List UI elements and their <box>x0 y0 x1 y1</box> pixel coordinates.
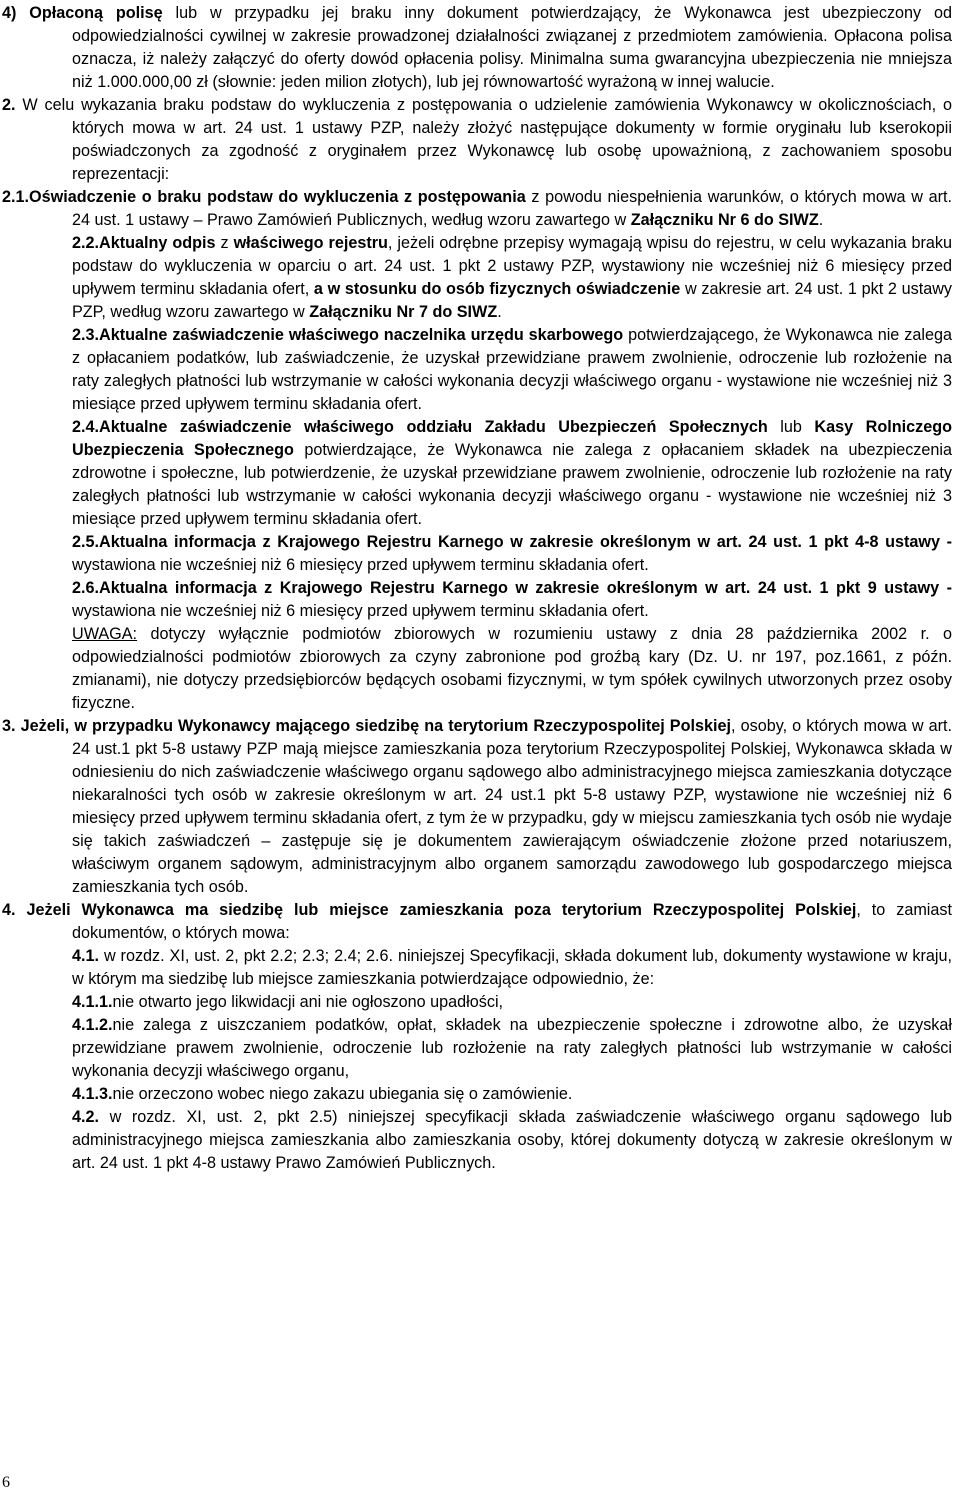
page-number: 6 <box>2 1474 10 1491</box>
number-4-2: 4.2. <box>72 1108 100 1126</box>
number-2-5: 2.5. <box>72 533 100 551</box>
text-4-1-1: nie otwarto jego likwidacji ani nie ogłoszono upadłości, <box>112 993 504 1011</box>
number-2-4: 2.4. <box>72 418 100 436</box>
bold-2-1: Oświadczenie o braku podstaw do wykluczenia z postępowania <box>29 188 526 206</box>
number-3: 3. <box>2 717 16 735</box>
paragraph-4-polisa <box>0 2 952 94</box>
text-4-1: w rozdz. XI, ust. 2, pkt 2.2; 2.3; 2.4; 2.6. niniejszej Specyfikacji, składa dokument lub, dokumenty wystawione w kraju, w którym ma siedzibę lub miejsce zamieszkania potwierdzające odpowiednio, że: <box>72 947 952 988</box>
paragraph-4-1-2 <box>0 1014 952 1083</box>
paragraph-3 <box>0 715 952 899</box>
paragraph-4-1 <box>0 945 952 991</box>
number-2-3: 2.3. <box>72 326 100 344</box>
text-2-2-a: z <box>215 234 234 252</box>
uwaga-text: dotyczy wyłącznie podmiotów zbiorowych w rozumieniu ustawy z dnia 28 października 2002 r. o odpowiedzialności podmiotów zbiorowych za czyny zabronione pod groźbą kary (Dz. U. nr 197, poz.1661, z późn. zmianami), nie dotyczy przedsiębiorców będących osobami fizycznymi, w tym spółek cywilnych utworzonych przez osoby fizyczne. <box>72 625 952 712</box>
number-2: 2. <box>2 96 16 114</box>
bold-3: Jeżeli, w przypadku Wykonawcy mającego siedzibę na terytorium Rzeczypospolitej Polskiej <box>20 717 731 735</box>
text-4-1-2: nie zalega z uiszczaniem podatków, opłat, składek na ubezpieczenie społeczne i zdrowotne albo, że uzyskał przewidziane prawem zwolnienie, odroczenie lub rozłożenie na raty zaległych płatności lub wstrzymanie w całości wykonania decyzji właściwego organu, <box>72 1016 952 1080</box>
paragraph-uwaga <box>0 623 952 715</box>
paragraph-2-4 <box>0 416 952 531</box>
attachment-ref-7: Załączniku Nr 7 do SIWZ <box>309 303 498 321</box>
text-3: , osoby, o których mowa w art. 24 ust.1 pkt 5-8 ustawy PZP mają miejsce zamieszkania poza terytorium Rzeczypospolitej Polskiej, Wykonawca składa w odniesieniu do nich zaświadczenie właściwego organu sądowego albo administracyjnego miejsca zamieszkania dotyczące niekaralności tych osób w zakresie określonym w art. 24 ust.1 pkt 5-8 ustawy PZP, wystawione nie wcześniej niż 6 miesięcy przed upływem terminu składania ofert, z tym że w przypadku, gdy w miejscu zamieszkania tych osób nie wydaje się takich zaświadczeń – zastępuje się je dokumentem zawierającym oświadczenie złożone przed notariuszem, właściwym organem sądowym, administracyjnym albo organem samorządu zawodowego lub gospodarczego miejsca zamieszkania tych osób. <box>72 717 952 896</box>
paragraph-2-1 <box>0 186 952 232</box>
uwaga-label: UWAGA: <box>72 625 138 643</box>
bold-2-6: Aktualna informacja z Krajowego Rejestru Karnego w zakresie określonym w art. 24 ust. 1 pkt 9 ustawy - <box>99 579 952 597</box>
text-2-3: potwierdzającego, że Wykonawca nie zalega z opłacaniem podatków, lub zaświadczenie, że uzyskał przewidziane prawem zwolnienie, odroczenie lub rozłożenie na raty zaległych płatności lub wstrzymanie w całości wykonania decyzji właściwego organu - wystawione nie wcześniej niż 3 miesiące przed upływem terminu składania ofert. <box>72 326 952 413</box>
number-4-1: 4.1. <box>72 947 100 965</box>
paragraph-2-3 <box>0 324 952 416</box>
bold-2-4: Aktualne zaświadczenie właściwego oddziału Zakładu Ubezpieczeń Społecznych <box>99 418 768 436</box>
text-4-1-3: nie orzeczono wobec niego zakazu ubiegania się o zamówienie. <box>112 1085 573 1103</box>
bold-2-5: Aktualna informacja z Krajowego Rejestru Karnego w zakresie określonym w art. 24 ust. 1 pkt 4-8 ustawy - <box>99 533 952 551</box>
paragraph-2-2 <box>0 232 952 324</box>
text-4-2: w rozdz. XI, ust. 2, pkt 2.5) niniejszej specyfikacji składa zaświadczenie właściwego organu sądowego lub administracyjnego miejsca zamieszkania albo zamieszkania osoby, której dokumenty dotyczą w zakresie określonym w art. 24 ust. 1 pkt 4-8 ustawy Prawo Zamówień Publicznych. <box>72 1108 952 1172</box>
text-2: W celu wykazania braku podstaw do wykluczenia z postępowania o udzielenie zamówienia Wykonawcy w okolicznościach, o których mowa w art. 24 ust. 1 ustawy PZP, należy złożyć następujące dokumenty w formie oryginału lub kserokopii poświadczonych za zgodność z oryginałem przez Wykonawcę lub osobę upoważnioną, z zachowaniem sposobu reprezentacji: <box>15 96 952 183</box>
number-2-1: 2.1. <box>2 188 30 206</box>
number-4-1-3: 4.1.3. <box>72 1085 113 1103</box>
paragraph-4-1-3 <box>0 1083 952 1106</box>
text-2-1-end: . <box>818 211 824 229</box>
text-4: , to zamiast dokumentów, o których mowa: <box>72 901 953 942</box>
bold-2-2: Aktualny odpis <box>99 234 216 252</box>
text-2-4-b: potwierdzające, że Wykonawca nie zalega z opłacaniem składek na ubezpieczenia zdrowotne i społeczne, lub potwierdzenie, że uzyskał przewidziane prawem zwolnienie, odroczenie lub rozłożenie na raty zaległych płatności lub wstrzymanie w całości wykonania decyzji właściwego organu - wystawione nie wcześniej niż 3 miesiące przed upływem terminu składania ofert. <box>72 441 952 528</box>
text-2-2-c: w zakresie art. 24 ust. 1 pkt 2 ustawy PZP, według wzoru zawartego w <box>72 280 952 321</box>
text-2-2-b: , jeżeli odrębne przepisy wymagają wpisu do rejestru, w celu wykazania braku podstaw do wykluczenia w oparciu o art. 24 ust. 1 pkt 2 ustawy PZP, wystawiony nie wcześniej niż 6 miesięcy przed upływem terminu składania ofert, <box>72 234 952 298</box>
number-4-1-1: 4.1.1. <box>72 993 113 1011</box>
paragraph-4-1-1 <box>0 991 952 1014</box>
paragraph-2 <box>0 94 952 186</box>
bold-2-3: Aktualne zaświadczenie właściwego naczelnika urzędu skarbowego <box>99 326 624 344</box>
attachment-ref-6: Załączniku Nr 6 do SIWZ <box>630 211 819 229</box>
text-2-6: wystawiona nie wcześniej niż 6 miesięcy przed upływem terminu składania ofert. <box>72 602 649 620</box>
paragraph-4 <box>0 899 952 945</box>
bold-4: Jeżeli Wykonawca ma siedzibę lub miejsce zamieszkania poza terytorium Rzeczypospolitej Polskiej <box>26 901 857 919</box>
paragraph-4-2 <box>0 1106 952 1175</box>
bold-2-4-b: Kasy Rolniczego Ubezpieczenia Społecznego <box>72 418 952 459</box>
number-4: 4. <box>2 901 16 919</box>
text-2-2-end: . <box>497 303 502 321</box>
number-2-6: 2.6. <box>72 579 100 597</box>
text-2-1: z powodu niespełnienia warunków, o których mowa w art. 24 ust. 1 ustawy – Prawo Zamówień Publicznych, według wzoru zawartego w <box>72 188 952 229</box>
number-4-1-2: 4.1.2. <box>72 1016 113 1034</box>
bold-2-2-c: a w stosunku do osób fizycznych oświadczenie <box>313 280 681 298</box>
paragraph-2-6 <box>0 577 952 623</box>
number-2-2: 2.2. <box>72 234 100 252</box>
paragraph-2-5 <box>0 531 952 577</box>
bold-2-2-b: właściwego rejestru <box>233 234 388 252</box>
text-4-polisa: lub w przypadku jej braku inny dokument potwierdzający, że Wykonawca jest ubezpieczony od odpowiedzialności cywilnej w zakresie prowadzonej działalności związanej z przedmiotem zamówienia. Opłacona polisa oznacza, iż należy załączyć do oferty dowód opłacenia polisy. Minimalna suma gwarancyjna ubezpieczenia nie mniejsza niż 1.000.000,00 zł (słownie: jeden milion złotych), lub jej równowartość wyrażoną w innej walucie. <box>72 4 952 91</box>
heading-4-polisa: 4) Opłaconą polisę <box>2 4 163 22</box>
text-2-4-a: lub <box>767 418 815 436</box>
text-2-5: wystawiona nie wcześniej niż 6 miesięcy przed upływem terminu składania ofert. <box>72 556 649 574</box>
